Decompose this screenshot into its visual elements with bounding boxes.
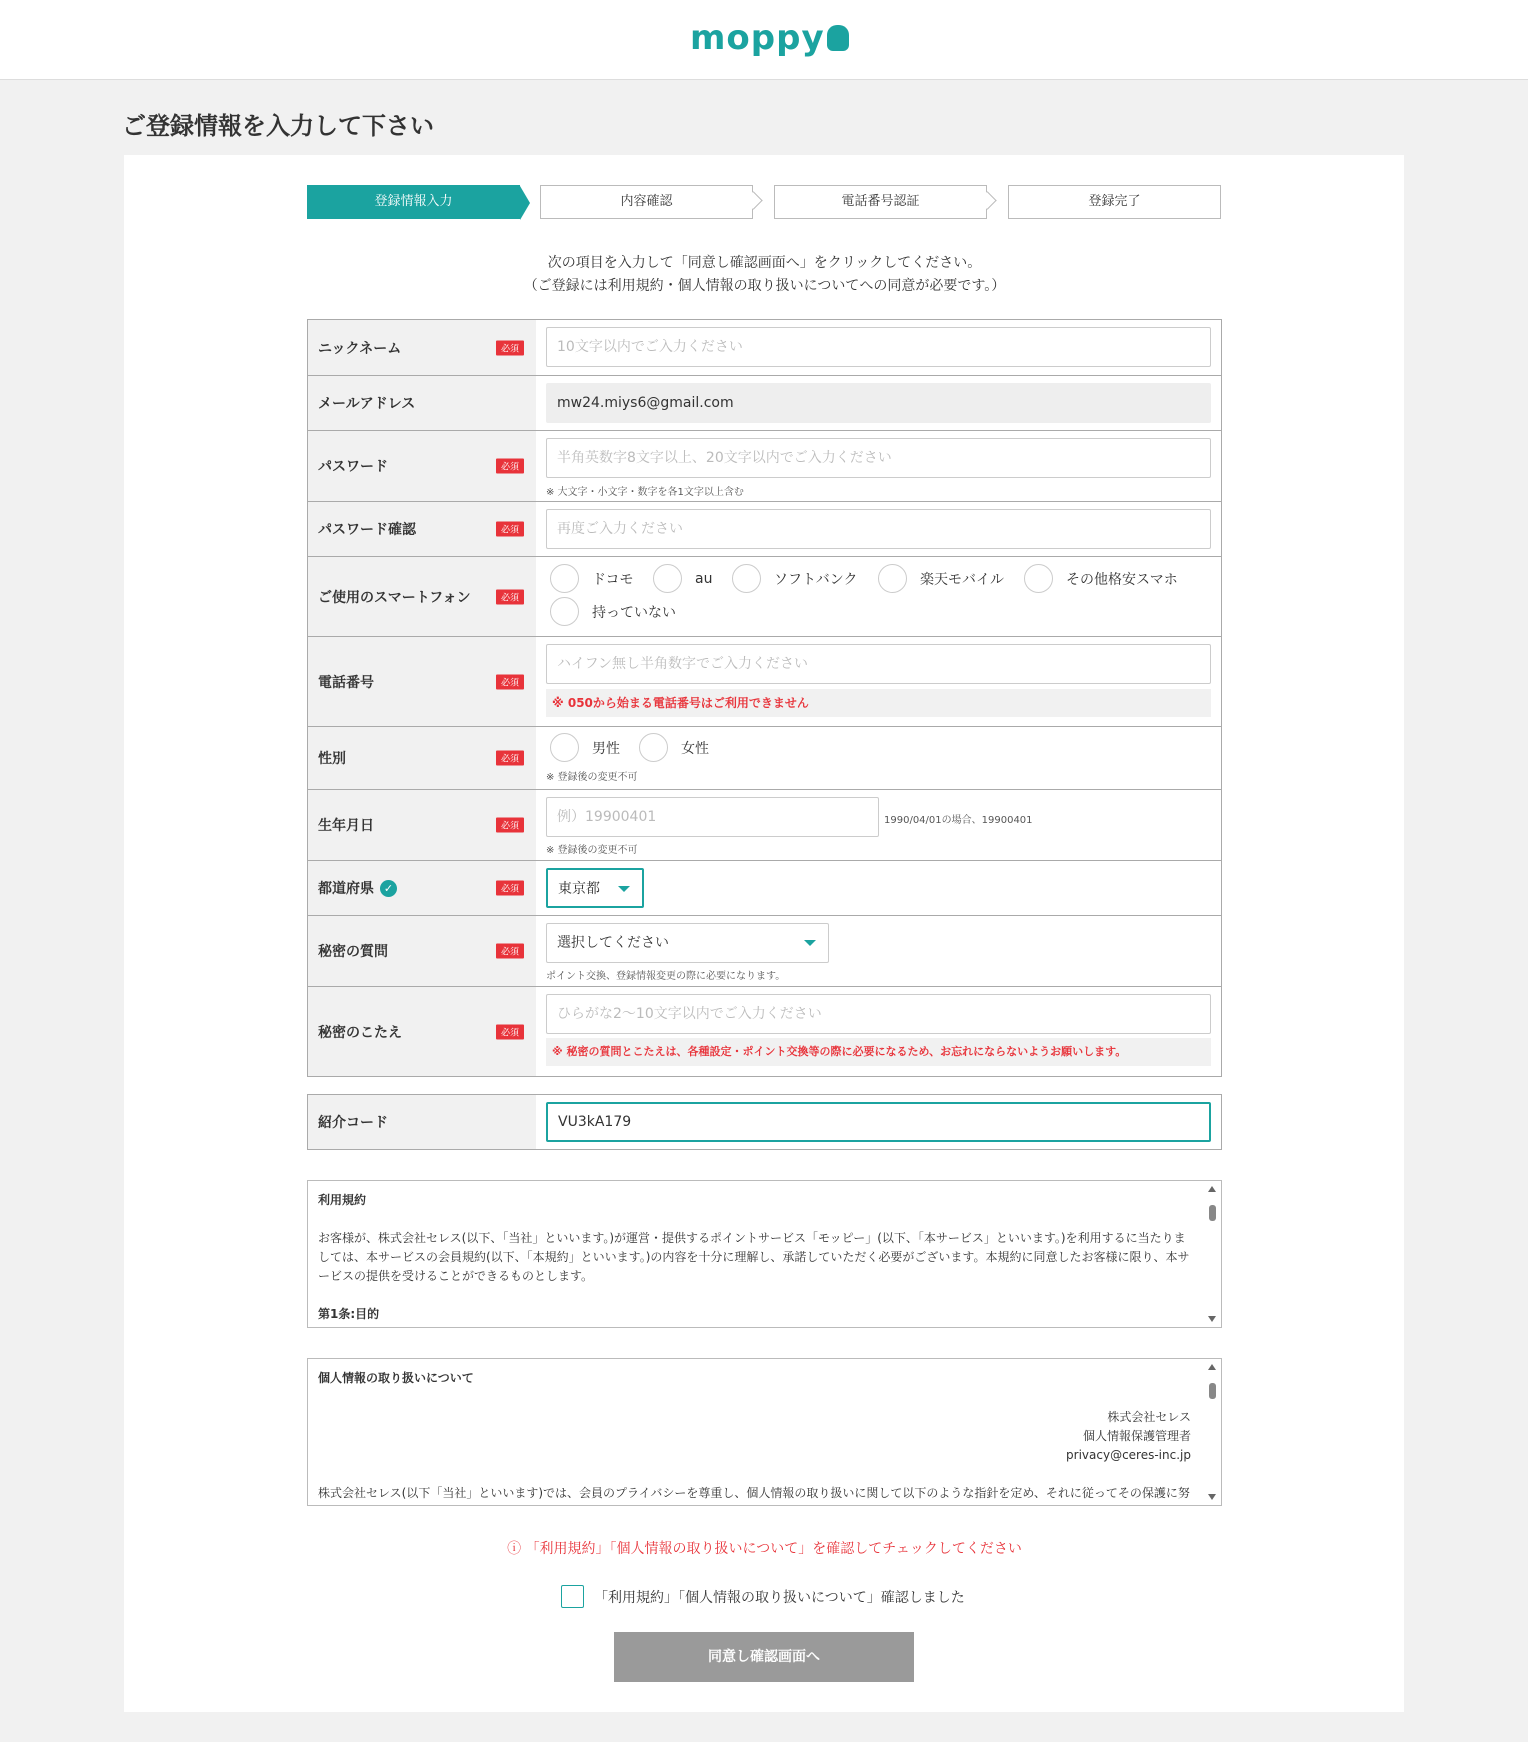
intro-text: 次の項目を入力して「同意し確認画面へ」をクリックしてください。 （ご登録には利用規約・個人情報の取り扱いについてへの同意が必要です。） [523, 255, 1006, 294]
radio-rakuten[interactable]: 楽天モバイル [878, 564, 1004, 593]
required-badge: 必須 [496, 751, 524, 766]
prefecture-select[interactable]: 東京都 [546, 868, 644, 908]
email-label: メールアドレス [318, 396, 416, 412]
radio-docomo[interactable]: ドコモ [550, 564, 633, 593]
submit-button[interactable]: 同意し確認画面へ [614, 1632, 914, 1682]
radio-circle[interactable] [550, 564, 579, 593]
terms-section-heading: 第1条:目的 [318, 1307, 380, 1321]
referral-label: 紹介コード [318, 1115, 388, 1131]
radio-softbank[interactable]: ソフトバンク [732, 564, 857, 593]
radio-circle[interactable] [878, 564, 907, 593]
prefecture-label: 都道府県 [318, 881, 374, 897]
agree-checkbox[interactable] [561, 1585, 584, 1608]
radio-male[interactable]: 男性 [550, 733, 620, 762]
row-password [308, 431, 1221, 502]
email-field [546, 383, 1211, 423]
radio-circle[interactable] [550, 733, 579, 762]
row-smartphone [308, 557, 1221, 637]
scroll-down-icon[interactable] [1208, 1494, 1216, 1500]
row-secret-question [308, 916, 1221, 987]
header-bar [0, 0, 1528, 80]
password-label: パスワード [318, 459, 388, 475]
required-badge: 必須 [496, 944, 524, 959]
password-input[interactable] [546, 438, 1211, 478]
secret-answer-label: 秘密のこたえ [318, 1024, 402, 1041]
agree-checkbox-row[interactable] [561, 1585, 965, 1608]
step-phone-auth: 電話番号認証 [774, 185, 987, 219]
step-confirm: 内容確認 [540, 185, 753, 219]
terms-body: お客様が、株式会社セレス(以下、「当社」といいます。)が運営・提供するポイントサービス「モッピー」(以下、「本サービス」といいます。)を利用するに当たりましては、本サービスの会員規約(以下、「本規約」といいます。)の内容を十分に理解し、承諾していただく必要がございます。本規約に同意したお客様に限り、本サービスの提供を受けることができるものとします。 [318, 1231, 1190, 1283]
radio-none[interactable]: 持っていない [550, 597, 676, 626]
terms-title: 利用規約 [318, 1193, 367, 1207]
required-badge: 必須 [496, 818, 524, 833]
scroll-thumb[interactable] [1209, 1205, 1216, 1221]
radio-circle[interactable] [550, 597, 579, 626]
privacy-title: 個人情報の取り扱いについて [318, 1371, 474, 1385]
nickname-input[interactable] [546, 327, 1211, 367]
page-title: ご登録情報を入力して下さい [122, 112, 434, 140]
row-referral [307, 1094, 1222, 1150]
radio-circle[interactable] [732, 564, 761, 593]
scroll-up-icon[interactable] [1208, 1186, 1216, 1192]
progress-steps [307, 185, 1222, 219]
required-badge: 必須 [496, 340, 524, 355]
radio-other-mvno[interactable]: その他格安スマホ [1024, 564, 1178, 593]
row-secret-answer [308, 987, 1221, 1076]
scroll-up-icon[interactable] [1208, 1364, 1216, 1370]
row-gender [308, 727, 1221, 790]
gender-label: 性別 [318, 751, 346, 767]
privacy-policy-box[interactable] [307, 1358, 1222, 1506]
terms-of-service-box[interactable] [307, 1180, 1222, 1328]
registration-form [307, 319, 1222, 1077]
secret-question-label: 秘密の質問 [318, 944, 388, 960]
scroll-down-icon[interactable] [1208, 1316, 1216, 1322]
smartphone-label: ご使用のスマートフォン [318, 589, 471, 606]
password-confirm-label: パスワード確認 [318, 522, 416, 538]
radio-female[interactable]: 女性 [639, 733, 709, 762]
moppy-logo[interactable]: moppy [690, 18, 849, 58]
required-badge: 必須 [496, 522, 524, 537]
nickname-label: ニックネーム [318, 340, 402, 357]
radio-circle[interactable] [653, 564, 682, 593]
alert-circle-icon: ⓘ [507, 1541, 526, 1557]
caret-down-icon [618, 886, 630, 892]
step-input: 登録情報入力 [307, 185, 520, 219]
required-badge: 必須 [496, 459, 524, 474]
privacy-email: privacy@ceres-inc.jp [1066, 1448, 1191, 1462]
phone-label: 電話番号 [318, 674, 374, 691]
birthday-hint: 1990/04/01の場合、19900401 [884, 815, 1033, 826]
secret-question-select[interactable]: 選択してください [546, 923, 829, 963]
phone-warning: ※ 050から始まる電話番号はご利用できません [546, 689, 1211, 717]
row-birthday [308, 790, 1221, 861]
terms-scrollbar[interactable] [1204, 1181, 1221, 1327]
secret-question-note: ポイント交換、登録情報変更の際に必要になります。 [546, 971, 786, 982]
required-badge: 必須 [496, 1024, 524, 1039]
radio-circle[interactable] [639, 733, 668, 762]
radio-au[interactable]: au [653, 564, 712, 593]
password-confirm-input[interactable] [546, 509, 1211, 549]
mascot-icon [827, 25, 849, 51]
caret-down-icon [804, 940, 816, 946]
required-badge: 必須 [496, 674, 524, 689]
scroll-thumb[interactable] [1209, 1383, 1216, 1399]
secret-answer-input[interactable] [546, 994, 1211, 1034]
privacy-company: 株式会社セレス [1107, 1410, 1191, 1424]
agreement-error: ⓘ 「利用規約」「個人情報の取り扱いについて」を確認してチェックしてください [507, 1541, 1022, 1557]
row-password-confirm [308, 502, 1221, 557]
gender-note: ※ 登録後の変更不可 [546, 772, 638, 783]
referral-code-input[interactable] [546, 1102, 1211, 1142]
required-badge: 必須 [496, 589, 524, 604]
agree-label[interactable]: 「利用規約」「個人情報の取り扱いについて」確認しました [594, 1589, 965, 1606]
birthday-input[interactable] [546, 797, 879, 837]
row-prefecture [308, 861, 1221, 916]
check-circle-icon: ✓ [380, 880, 397, 897]
row-phone [308, 637, 1221, 727]
phone-input[interactable] [546, 644, 1211, 684]
row-nickname [308, 320, 1221, 376]
secret-answer-warning: ※ 秘密の質問とこたえは、各種設定・ポイント交換等の際に必要になるため、お忘れにならないようお願いします。 [546, 1038, 1211, 1066]
required-badge: 必須 [496, 881, 524, 896]
privacy-manager: 個人情報保護管理者 [1082, 1429, 1191, 1443]
step-complete: 登録完了 [1008, 185, 1221, 219]
privacy-scrollbar[interactable] [1204, 1359, 1221, 1505]
privacy-body: 株式会社セレス(以下「当社」といいます)では、会員のプライバシーを尊重し、個人情報の取り扱いに関して以下のような指針を定め、それに従ってその保護に努 [318, 1486, 1190, 1500]
birthday-label: 生年月日 [318, 818, 374, 834]
row-email [308, 376, 1221, 431]
birthday-note: ※ 登録後の変更不可 [546, 845, 638, 856]
password-note: ※ 大文字・小文字・数字を各1文字以上含む [546, 487, 744, 498]
radio-circle[interactable] [1024, 564, 1053, 593]
